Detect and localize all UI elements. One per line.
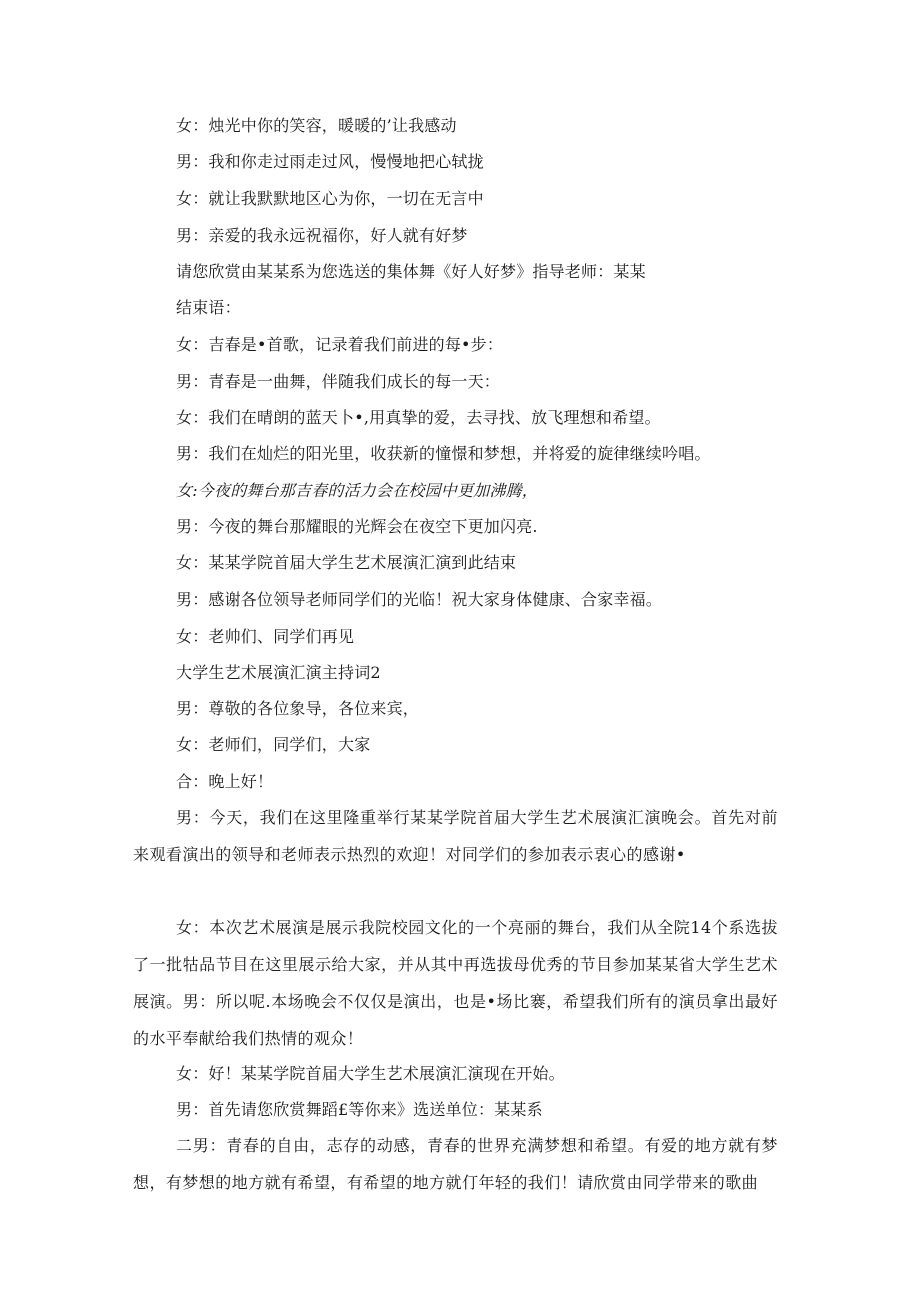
paragraph: 女：本次艺术展演是展示我院校园文化的一个亮丽的舞台，我们从全院14个系选拔了一批牯品节目在这里展示给大家，并从其中再选拔母优秀的节目参加某某省大学生艺术展演。男：所以呢.本场晚会不仅仅是演出，也是•场比褰，希望我们所有的演员拿出最好的水平奉献给我们热情的观众！: [133, 918, 778, 1048]
text-line: 女：好！某某学院首届大学生艺术展演汇演现在开始。: [176, 1064, 565, 1083]
text-line: 女：老师们，同学们，大家: [176, 735, 371, 754]
text-line: 男：感谢各位领导老师同学们的光临！祝大家身体健康、合家幸福。: [176, 590, 663, 609]
text-line: 男：今夜的舞台那耀眼的光辉会在夜空下更加闪亮.: [176, 517, 538, 536]
paragraph: 男：今天，我们在这里隆重举行某某学院首届大学生艺术展演汇演晚会。首先对前来观看演出的领导和老师表示热烈的欢迎！对同学们的参加表示衷心的感谢•: [133, 808, 778, 864]
text-line: 男：我们在灿烂的阳光里，收获新的憧憬和梦想，并将爱的旋律继续吟唱。: [176, 444, 711, 463]
section-heading: 大学生艺术展演汇演主持词2: [176, 663, 381, 682]
text-line: 女：吉春是•首歌，记录着我们前进的每•步：: [176, 335, 504, 354]
text-line: 女：我们在晴朗的蓝天卜•,用真挚的爱，去寻找、放飞理想和希望。: [176, 408, 661, 427]
text-line: 女:今夜的舞台那吉春的活力会在校园中更加沸腾，: [176, 481, 538, 500]
text-line: 男：青春是一曲舞，伴随我们成长的每一天：: [176, 372, 501, 391]
text-line: 男：亲爱的我永远祝福你，好人就有好梦: [176, 226, 468, 245]
text-line: 合：晚上好！: [176, 772, 274, 791]
text-line: 女：烛光中你的笑容，暖暖的’让我感动: [176, 116, 457, 135]
text-line: 女：某某学院首届大学生艺术展演汇演到此结束: [176, 553, 517, 572]
text-line: 结束语：: [176, 298, 241, 317]
text-line: 男：我和你走过雨走过风，慢慢地把心轼拢: [176, 152, 484, 171]
text-line: 女：老帅们、同学们再见: [176, 627, 355, 646]
text-line: 男：首先请您欣赏舞蹈£等你来》选送单位：某某系: [176, 1100, 543, 1119]
text-line: 女：就让我默默地区心为你，一切在无言中: [176, 189, 484, 208]
paragraph: 二男：青春的自由，志存的动感，青春的世界充满梦想和希望。有爱的地方就有梦想，有梦想的地方就有希望，有希望的地方就仃年轻的我们！请欣赏由同学带来的歌曲: [133, 1136, 778, 1192]
text-line: 男：尊敬的各位象导，各位来宾，: [176, 699, 420, 718]
text-line: 请您欣赏由某某系为您选送的集体舞《好人好梦》指导老师：某某: [176, 262, 646, 281]
